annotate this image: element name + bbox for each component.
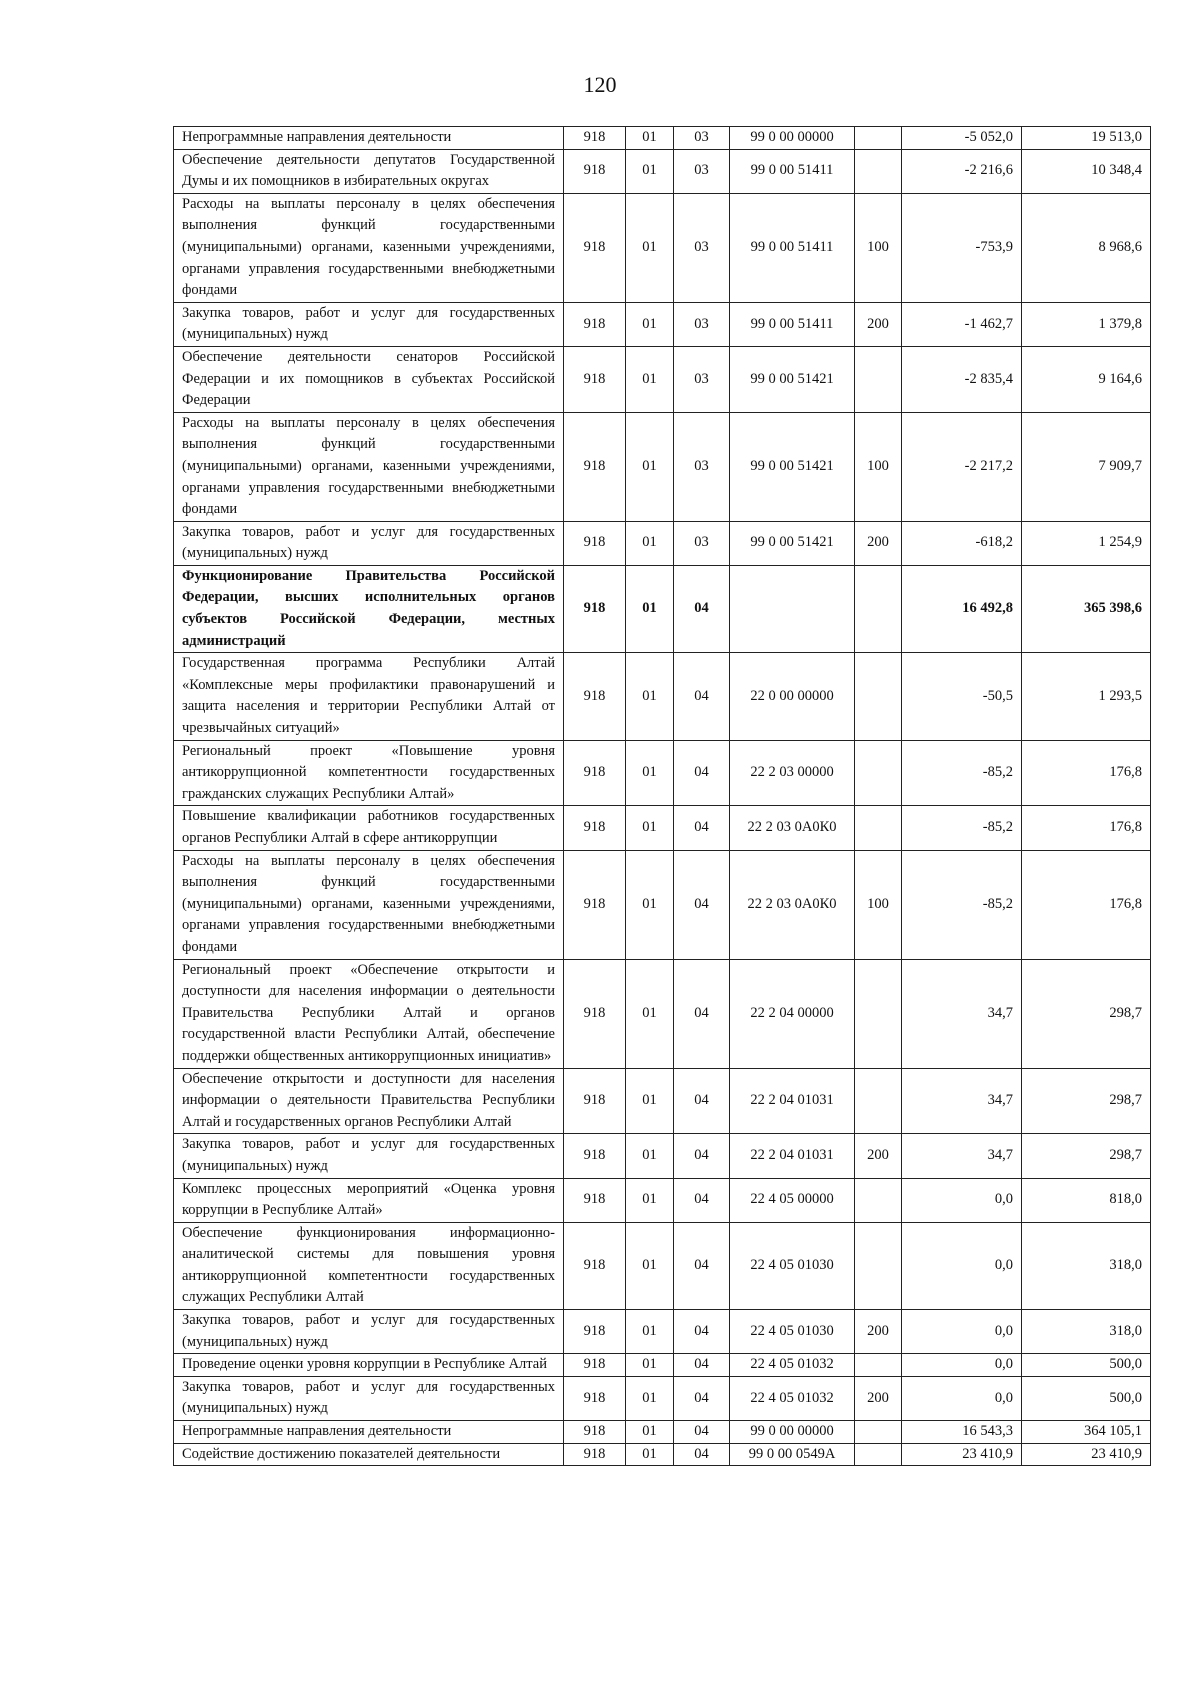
table-row: [174, 1178, 1151, 1222]
row-description: Закупка товаров, работ и услуг для государственных (муниципальных) нужд: [174, 1310, 564, 1354]
cell-subsection: 04: [674, 1178, 730, 1222]
cell-section: 01: [626, 346, 674, 412]
cell-subsection: 04: [674, 1421, 730, 1444]
cell-total-amount: 364 105,1: [1022, 1421, 1151, 1444]
row-description: Непрограммные направления деятельности: [174, 127, 564, 150]
cell-section: 01: [626, 412, 674, 521]
cell-subsection: 03: [674, 521, 730, 565]
row-description: Государственная программа Республики Алтай «Комплексные меры профилактики правонарушений и защита населения и территории Республики Алтай от чрезвычайных ситуаций»: [174, 653, 564, 740]
cell-grbs: 918: [564, 1376, 626, 1420]
cell-expense-type: 200: [855, 302, 902, 346]
cell-subsection: 04: [674, 1068, 730, 1134]
row-description: Обеспечение открытости и доступности для населения информации о деятельности Правительства Республики Алтай и государственных органов Республики Алтай: [174, 1068, 564, 1134]
cell-grbs: 918: [564, 1222, 626, 1309]
cell-expense-type: 100: [855, 193, 902, 302]
cell-subsection: 03: [674, 302, 730, 346]
cell-expense-type: [855, 149, 902, 193]
cell-grbs: 918: [564, 1443, 626, 1466]
cell-grbs: 918: [564, 1068, 626, 1134]
cell-total-amount: 500,0: [1022, 1376, 1151, 1420]
row-description: Закупка товаров, работ и услуг для государственных (муниципальных) нужд: [174, 521, 564, 565]
cell-target-article: 99 0 00 51421: [730, 412, 855, 521]
cell-change-amount: 34,7: [902, 1134, 1022, 1178]
cell-change-amount: -2 217,2: [902, 412, 1022, 521]
cell-section: 01: [626, 1376, 674, 1420]
row-description: Закупка товаров, работ и услуг для государственных (муниципальных) нужд: [174, 1134, 564, 1178]
row-description: Расходы на выплаты персоналу в целях обеспечения выполнения функций государственными (муниципальными) органами, казенными учреждениями, органами управления государственными внебюджетными фондами: [174, 412, 564, 521]
cell-grbs: 918: [564, 1310, 626, 1354]
cell-target-article: 22 0 00 00000: [730, 653, 855, 740]
row-description: Закупка товаров, работ и услуг для государственных (муниципальных) нужд: [174, 302, 564, 346]
cell-subsection: 04: [674, 806, 730, 850]
cell-change-amount: 0,0: [902, 1310, 1022, 1354]
cell-target-article: 99 0 00 51411: [730, 193, 855, 302]
cell-expense-type: [855, 1222, 902, 1309]
cell-grbs: 918: [564, 806, 626, 850]
cell-expense-type: [855, 1421, 902, 1444]
cell-target-article: 22 2 03 0А0К0: [730, 850, 855, 959]
cell-target-article: 22 2 04 01031: [730, 1068, 855, 1134]
table-row: [174, 1222, 1151, 1309]
cell-subsection: 03: [674, 149, 730, 193]
cell-change-amount: 34,7: [902, 959, 1022, 1068]
cell-change-amount: -85,2: [902, 850, 1022, 959]
cell-section: 01: [626, 1068, 674, 1134]
row-description: Содействие достижению показателей деятельности: [174, 1443, 564, 1466]
cell-total-amount: 298,7: [1022, 1068, 1151, 1134]
cell-expense-type: [855, 806, 902, 850]
cell-subsection: 03: [674, 412, 730, 521]
cell-change-amount: -5 052,0: [902, 127, 1022, 150]
table-row: [174, 521, 1151, 565]
row-description: Обеспечение функционирования информационно-аналитической системы для повышения уровня антикоррупционной компетентности государственных служащих Республики Алтай: [174, 1222, 564, 1309]
cell-change-amount: -50,5: [902, 653, 1022, 740]
row-description: Обеспечение деятельности сенаторов Российской Федерации и их помощников в субъектах Российской Федерации: [174, 346, 564, 412]
cell-grbs: 918: [564, 1354, 626, 1377]
cell-target-article: 99 0 00 00000: [730, 1421, 855, 1444]
cell-change-amount: -618,2: [902, 521, 1022, 565]
cell-section: 01: [626, 1310, 674, 1354]
cell-grbs: 918: [564, 1178, 626, 1222]
cell-target-article: 99 0 00 00000: [730, 127, 855, 150]
table-row: [174, 806, 1151, 850]
cell-grbs: 918: [564, 346, 626, 412]
cell-target-article: 22 2 03 0А0К0: [730, 806, 855, 850]
budget-table-body: [174, 127, 1151, 1466]
cell-total-amount: 1 379,8: [1022, 302, 1151, 346]
cell-grbs: 918: [564, 1421, 626, 1444]
cell-section: 01: [626, 1421, 674, 1444]
page-number: 120: [583, 72, 617, 97]
cell-target-article: 99 0 00 51421: [730, 521, 855, 565]
cell-total-amount: 7 909,7: [1022, 412, 1151, 521]
cell-change-amount: -1 462,7: [902, 302, 1022, 346]
cell-total-amount: 1 293,5: [1022, 653, 1151, 740]
cell-target-article: 22 4 05 01032: [730, 1376, 855, 1420]
cell-change-amount: 23 410,9: [902, 1443, 1022, 1466]
cell-target-article: 99 0 00 51421: [730, 346, 855, 412]
cell-subsection: 04: [674, 959, 730, 1068]
row-description: Расходы на выплаты персоналу в целях обеспечения выполнения функций государственными (муниципальными) органами, казенными учреждениями, органами управления государственными внебюджетными фондами: [174, 850, 564, 959]
row-description: Региональный проект «Обеспечение открытости и доступности для населения информации о деятельности Правительства Республики Алтай и органов государственной власти Республики Алтай, обеспечение поддержки общественных антикоррупционных инициатив»: [174, 959, 564, 1068]
cell-section: 01: [626, 1134, 674, 1178]
cell-expense-type: [855, 1443, 902, 1466]
cell-change-amount: -85,2: [902, 740, 1022, 806]
cell-change-amount: 0,0: [902, 1354, 1022, 1377]
cell-section: 01: [626, 302, 674, 346]
table-row: [174, 127, 1151, 150]
cell-expense-type: 200: [855, 521, 902, 565]
cell-section: 01: [626, 1354, 674, 1377]
cell-section: 01: [626, 1443, 674, 1466]
cell-grbs: 918: [564, 1134, 626, 1178]
cell-subsection: 04: [674, 740, 730, 806]
cell-total-amount: 23 410,9: [1022, 1443, 1151, 1466]
cell-target-article: 99 0 00 0549А: [730, 1443, 855, 1466]
cell-total-amount: 500,0: [1022, 1354, 1151, 1377]
table-row: [174, 412, 1151, 521]
cell-grbs: 918: [564, 850, 626, 959]
table-row: [174, 1421, 1151, 1444]
cell-target-article: 22 2 03 00000: [730, 740, 855, 806]
table-row: [174, 302, 1151, 346]
cell-expense-type: [855, 127, 902, 150]
cell-grbs: 918: [564, 653, 626, 740]
cell-expense-type: [855, 959, 902, 1068]
cell-change-amount: 0,0: [902, 1222, 1022, 1309]
table-row: [174, 959, 1151, 1068]
cell-section: 01: [626, 959, 674, 1068]
table-row: [174, 850, 1151, 959]
cell-change-amount: -2 835,4: [902, 346, 1022, 412]
cell-total-amount: 818,0: [1022, 1178, 1151, 1222]
cell-total-amount: 9 164,6: [1022, 346, 1151, 412]
cell-subsection: 04: [674, 1310, 730, 1354]
cell-grbs: 918: [564, 521, 626, 565]
cell-expense-type: [855, 653, 902, 740]
table-row: [174, 149, 1151, 193]
row-description: Региональный проект «Повышение уровня антикоррупционной компетентности государственных гражданских служащих Республики Алтай»: [174, 740, 564, 806]
cell-subsection: 04: [674, 653, 730, 740]
cell-total-amount: 365 398,6: [1022, 565, 1151, 652]
cell-section: 01: [626, 565, 674, 652]
cell-expense-type: 200: [855, 1310, 902, 1354]
cell-section: 01: [626, 850, 674, 959]
row-description: Расходы на выплаты персоналу в целях обеспечения выполнения функций государственными (муниципальными) органами, казенными учреждениями, органами управления государственными внебюджетными фондами: [174, 193, 564, 302]
cell-target-article: 22 2 04 01031: [730, 1134, 855, 1178]
cell-expense-type: [855, 565, 902, 652]
cell-grbs: 918: [564, 412, 626, 521]
cell-total-amount: 19 513,0: [1022, 127, 1151, 150]
cell-total-amount: 176,8: [1022, 806, 1151, 850]
cell-subsection: 04: [674, 850, 730, 959]
cell-subsection: 04: [674, 1354, 730, 1377]
cell-total-amount: 8 968,6: [1022, 193, 1151, 302]
cell-total-amount: 298,7: [1022, 959, 1151, 1068]
cell-subsection: 04: [674, 1376, 730, 1420]
cell-grbs: 918: [564, 740, 626, 806]
row-description: Комплекс процессных мероприятий «Оценка уровня коррупции в Республике Алтай»: [174, 1178, 564, 1222]
cell-grbs: 918: [564, 565, 626, 652]
cell-section: 01: [626, 149, 674, 193]
cell-subsection: 04: [674, 1443, 730, 1466]
cell-change-amount: 16 492,8: [902, 565, 1022, 652]
cell-subsection: 04: [674, 565, 730, 652]
cell-expense-type: [855, 1068, 902, 1134]
cell-target-article: 22 4 05 01030: [730, 1310, 855, 1354]
cell-change-amount: 34,7: [902, 1068, 1022, 1134]
cell-expense-type: 100: [855, 850, 902, 959]
table-row: [174, 1354, 1151, 1377]
cell-section: 01: [626, 127, 674, 150]
table-row: [174, 346, 1151, 412]
cell-target-article: 22 4 05 01032: [730, 1354, 855, 1377]
table-row: [174, 1310, 1151, 1354]
cell-grbs: 918: [564, 959, 626, 1068]
budget-table: [173, 126, 1151, 1466]
cell-section: 01: [626, 740, 674, 806]
table-row: [174, 740, 1151, 806]
cell-subsection: 03: [674, 193, 730, 302]
cell-target-article: 99 0 00 51411: [730, 149, 855, 193]
row-description: Обеспечение деятельности депутатов Государственной Думы и их помощников в избирательных округах: [174, 149, 564, 193]
cell-subsection: 03: [674, 346, 730, 412]
cell-expense-type: [855, 1178, 902, 1222]
cell-change-amount: -753,9: [902, 193, 1022, 302]
cell-section: 01: [626, 653, 674, 740]
cell-expense-type: [855, 346, 902, 412]
cell-expense-type: [855, 1354, 902, 1377]
cell-grbs: 918: [564, 302, 626, 346]
cell-section: 01: [626, 1178, 674, 1222]
cell-target-article: 99 0 00 51411: [730, 302, 855, 346]
cell-total-amount: 318,0: [1022, 1222, 1151, 1309]
cell-target-article: 22 4 05 01030: [730, 1222, 855, 1309]
cell-grbs: 918: [564, 193, 626, 302]
cell-section: 01: [626, 806, 674, 850]
table-row: [174, 1134, 1151, 1178]
row-description: Закупка товаров, работ и услуг для государственных (муниципальных) нужд: [174, 1376, 564, 1420]
cell-subsection: 04: [674, 1134, 730, 1178]
cell-section: 01: [626, 521, 674, 565]
cell-total-amount: 318,0: [1022, 1310, 1151, 1354]
row-description: Непрограммные направления деятельности: [174, 1421, 564, 1444]
cell-change-amount: 0,0: [902, 1178, 1022, 1222]
cell-expense-type: 200: [855, 1376, 902, 1420]
cell-change-amount: -85,2: [902, 806, 1022, 850]
table-row: [174, 193, 1151, 302]
table-row-section-header: [174, 565, 1151, 652]
table-row: [174, 653, 1151, 740]
cell-target-article: 22 2 04 00000: [730, 959, 855, 1068]
cell-total-amount: 10 348,4: [1022, 149, 1151, 193]
cell-grbs: 918: [564, 149, 626, 193]
cell-expense-type: [855, 740, 902, 806]
cell-expense-type: 200: [855, 1134, 902, 1178]
cell-grbs: 918: [564, 127, 626, 150]
cell-total-amount: 1 254,9: [1022, 521, 1151, 565]
cell-target-article: 22 4 05 00000: [730, 1178, 855, 1222]
cell-change-amount: -2 216,6: [902, 149, 1022, 193]
table-row: [174, 1443, 1151, 1466]
row-description: Функционирование Правительства Российской Федерации, высших исполнительных органов субъектов Российской Федерации, местных администраций: [174, 565, 564, 652]
row-description: Повышение квалификации работников государственных органов Республики Алтай в сфере антикоррупции: [174, 806, 564, 850]
cell-total-amount: 176,8: [1022, 850, 1151, 959]
table-row: [174, 1068, 1151, 1134]
cell-change-amount: 0,0: [902, 1376, 1022, 1420]
row-description: Проведение оценки уровня коррупции в Республике Алтай: [174, 1354, 564, 1377]
cell-total-amount: 176,8: [1022, 740, 1151, 806]
cell-subsection: 04: [674, 1222, 730, 1309]
cell-section: 01: [626, 1222, 674, 1309]
cell-target-article: [730, 565, 855, 652]
table-row: [174, 1376, 1151, 1420]
cell-total-amount: 298,7: [1022, 1134, 1151, 1178]
cell-expense-type: 100: [855, 412, 902, 521]
cell-change-amount: 16 543,3: [902, 1421, 1022, 1444]
cell-section: 01: [626, 193, 674, 302]
cell-subsection: 03: [674, 127, 730, 150]
